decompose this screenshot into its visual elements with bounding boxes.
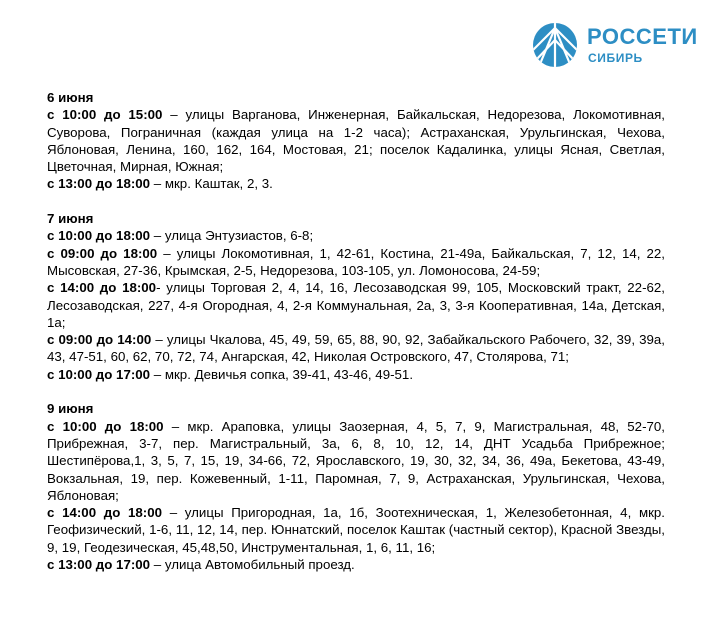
time-range: с 10:00 до 18:00 [47,228,151,244]
time-range: с 10:00 до 15:00 [47,107,163,123]
schedule-entry [47,227,665,244]
time-range: с 14:00 до 18:00 [47,505,163,521]
day-section [47,400,665,573]
address-list: – улицы Локомотивная, 1, 42-61, Костина, 21-49а, Байкальская, 7, 12, 14, 22, Мысовская, 27-36, Крымская, 2-5, Недорезова, 103-105, ул. Ломоносова, 24-59; [47,245,666,278]
day-title: 7 июня [47,211,94,227]
address-list: – мкр. Девичья сопка, 39-41, 43-46, 49-51. [150,366,414,382]
time-range: с 13:00 до 17:00 [47,557,151,573]
address-list: – улица Энтузиастов, 6-8; [150,228,314,244]
schedule-entry [47,279,665,331]
address-list: – мкр. Араповка, улицы Заозерная, 4, 5, 7, 9, Магистральная, 48, 52-70, Прибрежная, 3-7, пер. Магистральный, 3а, 6, 8, 10, 12, 14, ДНТ Усадьба Прибрежное; Шестипёрова,1, 3, 5, 7, 15, 19, 34-66, 72, Ярославского, 19, 30, 32, 34, 36, 49а, Бекетова, 43-49, Вокзальная, 19, пер. Кожевенный, 1-11, Паромная, 7, 9, Астраханская, Урульгинская, Чехова, Яблоновая; [47,418,665,503]
address-list: – улицы Варганова, Инженерная, Байкальская, Недорезова, Локомотивная, Суворова, Пограничная (каждая улица на 1-2 часа); Астраханская, Урульгинская, Чехова, Яблоновая, Ленина, 160, 162, 164, Мостовая, 21; поселок Кадалинка, улицы Ясная, Светлая, Цветочная, Мирная, Южная; [47,107,666,175]
address-list: - улицы Торговая 2, 4, 14, 16, Лесозаводская 99, 105, Московский тракт, 22-62, Лесозаводская, 227, 4-я Огородная, 4, 2-я Коммунальная, 2а, 3, 3-я Кооперативная, 14а, Детская, 1а; [47,280,665,330]
logo-subtitle: СИБИРЬ [588,51,643,65]
outage-schedule [47,89,665,591]
schedule-entry [47,245,665,280]
time-range: с 13:00 до 18:00 [47,176,151,192]
time-range: с 09:00 до 18:00 [47,245,158,261]
time-range: с 09:00 до 14:00 [47,332,152,348]
schedule-entry [47,331,665,366]
address-list: – улица Автомобильный проезд. [150,557,355,573]
address-list: – улицы Пригородная, 1а, 1б, Зоотехническая, 1, Железобетонная, 4, мкр. Геофизический, 1-6, 11, 12, 14, пер. Юннатский, поселок Каштак (частный сектор), Красной Звезды, 9, 19, Геодезическая, 45,48,50, Инструментальная, 1, 6, 11, 16; [47,505,665,555]
schedule-entry [47,418,665,504]
day-title: 9 июня [47,401,94,417]
address-list: – мкр. Каштак, 2, 3. [150,176,273,192]
rosseti-globe-icon [530,20,580,70]
schedule-entry [47,556,665,573]
day-section [47,89,665,193]
rosseti-logo [530,20,710,70]
day-section [47,210,665,383]
schedule-entry [47,504,665,556]
day-title: 6 июня [47,90,94,105]
time-range: с 10:00 до 18:00 [47,418,164,434]
schedule-entry [47,106,665,175]
schedule-entry [47,175,665,192]
logo-name: РОССЕТИ [587,24,698,49]
time-range: с 10:00 до 17:00 [47,366,151,382]
schedule-entry [47,366,665,383]
address-list: – улицы Чкалова, 45, 49, 59, 65, 88, 90, 92, Забайкальского Рабочего, 32, 39, 39а, 43, 47-51, 60, 62, 70, 72, 74, Ангарская, 42, Николая Островского, 47, Столярова, 71; [47,332,666,365]
time-range: с 14:00 до 18:00 [47,280,157,296]
